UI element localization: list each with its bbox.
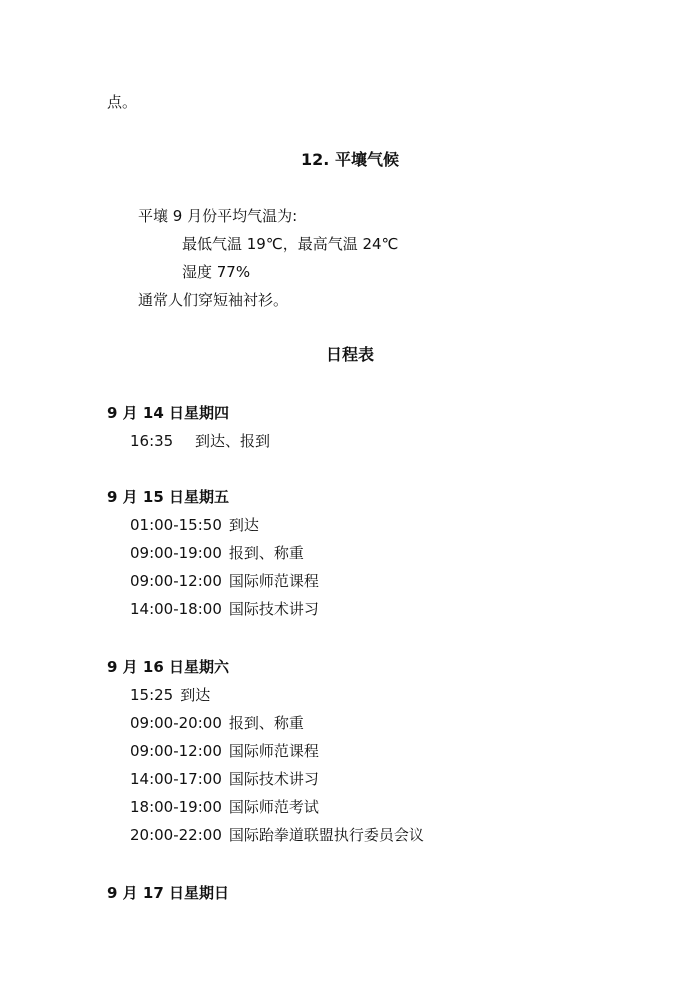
schedule-activity: 到达、报到 (195, 432, 271, 450)
schedule-item (130, 543, 304, 563)
schedule-time: 09:00-12:00 (130, 572, 222, 590)
schedule-time: 15:25 (130, 686, 174, 704)
schedule-activity: 国际师范课程 (228, 742, 319, 760)
day-heading: 9 月 14 日星期四 (107, 404, 229, 422)
schedule-time: 09:00-20:00 (130, 714, 222, 732)
schedule-item (130, 825, 424, 845)
schedule-time: 14:00-18:00 (130, 600, 222, 618)
day-heading: 9 月 15 日星期五 (107, 488, 229, 506)
climate-humidity: 湿度 77% (182, 263, 251, 281)
schedule-activity: 报到、称重 (228, 544, 304, 562)
schedule-item (130, 431, 270, 451)
section-heading-climate: 12. 平壤气候 (301, 150, 399, 169)
schedule-activity: 到达 (180, 686, 211, 704)
climate-intro: 平壤 9 月份平均气温为: (138, 207, 298, 225)
schedule-time: 18:00-19:00 (130, 798, 222, 816)
schedule-activity: 到达 (228, 516, 259, 534)
schedule-activity: 国际技术讲习 (228, 600, 319, 618)
day-heading: 9 月 16 日星期六 (107, 658, 229, 676)
schedule-item (130, 599, 319, 619)
schedule-time: 01:00-15:50 (130, 516, 222, 534)
schedule-activity: 国际跆拳道联盟执行委员会议 (228, 826, 424, 844)
paragraph-fragment: 点。 (107, 93, 138, 111)
schedule-time: 09:00-12:00 (130, 742, 222, 760)
schedule-time: 20:00-22:00 (130, 826, 222, 844)
schedule-item (130, 515, 259, 535)
schedule-activity: 国际师范考试 (228, 798, 319, 816)
climate-temperatures: 最低气温 19℃，最高气温 24℃ (182, 235, 399, 253)
schedule-activity: 国际师范课程 (228, 572, 319, 590)
schedule-time: 09:00-19:00 (130, 544, 222, 562)
schedule-title: 日程表 (325, 345, 374, 364)
schedule-item (130, 741, 319, 761)
day-heading: 9 月 17 日星期日 (107, 884, 229, 902)
schedule-item (130, 769, 319, 789)
schedule-item (130, 571, 319, 591)
schedule-activity: 国际技术讲习 (228, 770, 319, 788)
schedule-time: 14:00-17:00 (130, 770, 222, 788)
schedule-item (130, 797, 319, 817)
schedule-activity: 报到、称重 (228, 714, 304, 732)
climate-clothing: 通常人们穿短袖衬衫。 (138, 291, 289, 309)
schedule-item (130, 713, 304, 733)
schedule-time: 16:35 (130, 432, 174, 450)
schedule-item (130, 685, 210, 705)
